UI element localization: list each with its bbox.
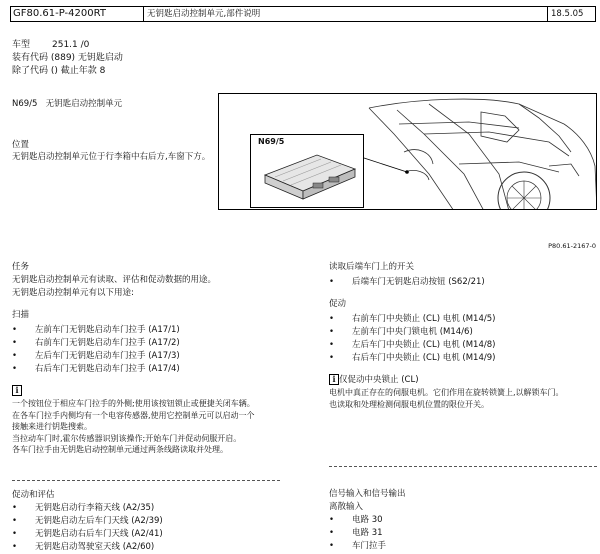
component-inset <box>250 134 364 208</box>
doc-date: 18.5.05 <box>551 9 584 19</box>
task-line: 无钥匙启动控制单元有以下用途: <box>12 288 134 298</box>
info-title: 仅促动中央锁止 (CL) <box>339 375 419 385</box>
list-item: • 电路 30 <box>329 514 597 527</box>
control-unit-drawing <box>251 147 363 207</box>
list-item: • 左后车门中央锁止 (CL) 电机 (M14/8) <box>329 339 597 352</box>
inset-label: N69/5 <box>258 137 285 146</box>
task-line: 无钥匙启动控制单元有读取、评估和促动数据的用途。 <box>12 275 217 285</box>
signal-title: 信号输入和信号输出 <box>329 489 406 499</box>
info-line: 在各车门拉手内侧均有一个电容传感器,使用它控制单元可以启动一个 <box>12 410 255 420</box>
info-icon: i <box>329 374 339 385</box>
info-line: 电机中真正存在的伺服电机。它们作用在旋转锁簧上,以解锁车门。 <box>329 388 564 397</box>
vehicle-figure <box>218 93 597 210</box>
section-divider <box>329 466 597 467</box>
right-column <box>329 261 597 410</box>
model-label: 车型 <box>12 40 31 50</box>
list-item: • 左前车门中央门锁电机 (M14/6) <box>329 326 597 339</box>
list-item: • 左后车门无钥匙启动车门拉手 (A17/3) <box>12 350 312 363</box>
info-line: 接触来进行钥匙搜索。 <box>12 422 92 431</box>
list-item: • 无钥匙启动驾驶室天线 (A2/60) <box>12 541 312 554</box>
list-item: • 车门拉手 <box>329 540 597 553</box>
read-title: 读取后端车门上的开关 <box>329 262 415 272</box>
act-title: 促动 <box>329 299 347 309</box>
scan-title: 扫描 <box>12 310 30 320</box>
document-header <box>10 6 596 22</box>
section-divider <box>12 480 280 481</box>
list-item: • 右后车门中央锁止 (CL) 电机 (M14/9) <box>329 352 597 365</box>
info-line: 当拉动车门时,霍尔传感器识别该操作;开始车门并促动伺服开启。 <box>12 433 242 443</box>
left-column <box>12 261 312 456</box>
info-line: 一个按钮位于相应车门拉手的外侧;使用该按钮锁止或便捷关闭车辆。 <box>12 399 255 408</box>
model-value: 251.1 /0 <box>52 40 90 50</box>
drive-block <box>12 489 312 554</box>
equipment-line: 装有代码 (889) 无钥匙启动 <box>12 53 123 63</box>
doc-id: GF80.61-P-4200RT <box>11 7 144 21</box>
component-code: N69/5 <box>12 99 38 109</box>
list-item: • 右前车门无钥匙启动车门拉手 (A17/2) <box>12 337 312 350</box>
list-item: • 电路 31 <box>329 527 597 540</box>
info-line: 也读取和处理检测伺服电机位置的限位开关。 <box>329 399 489 409</box>
component-heading <box>12 97 122 109</box>
list-item: • 右前车门中央锁止 (CL) 电机 (M14/5) <box>329 313 597 326</box>
figure-reference: P80.61-2167-0 <box>548 242 596 250</box>
location-text: 无钥匙启动控制单元位于行李箱中右后方,车窗下方。 <box>12 152 211 162</box>
list-item: • 左前车门无钥匙启动车门拉手 (A17/1) <box>12 324 312 337</box>
list-item: • 无钥匙启动左后车门天线 (A2/39) <box>12 515 312 528</box>
pointer-line <box>364 158 407 172</box>
applicability-block <box>12 39 123 78</box>
list-item: • 右后车门无钥匙启动车门拉手 (A17/4) <box>12 363 312 376</box>
location-block <box>12 139 217 163</box>
signal-sub: 离散输入 <box>329 502 364 512</box>
task-title: 任务 <box>12 262 30 272</box>
component-name: 无钥匙启动控制单元 <box>45 99 123 109</box>
exception-line: 除了代码 () 截止年款 8 <box>12 66 106 76</box>
list-item: • 无钥匙启动行李箱天线 (A2/35) <box>12 502 312 515</box>
list-item: • 无钥匙启动右后车门天线 (A2/41) <box>12 528 312 541</box>
list-item: • 后端车门无钥匙启动按钮 (S62/21) <box>329 276 597 289</box>
info-line: 各车门拉手由无钥匙启动控制单元通过两条线路读取并处理。 <box>12 445 228 454</box>
doc-title: 无钥匙启动控制单元,部件说明 <box>144 7 548 21</box>
drive-title: 促动和评估 <box>12 490 55 500</box>
location-title: 位置 <box>12 140 30 150</box>
signal-block <box>329 488 597 553</box>
info-icon: i <box>12 385 22 396</box>
